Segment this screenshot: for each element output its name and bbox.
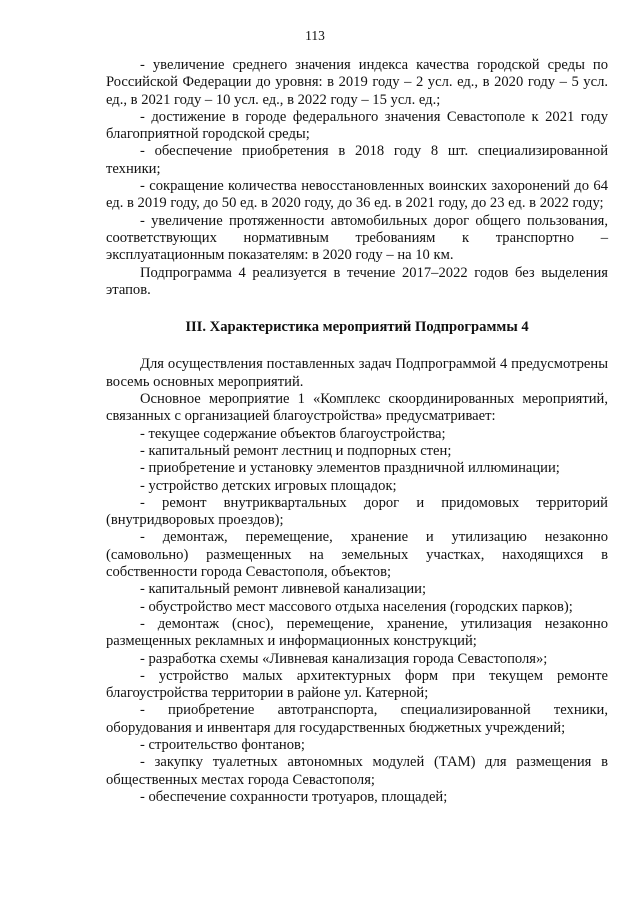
list-item: - устройство малых архитектурных форм при текущем ремонте благоустройства территории в районе ул. Катерной; <box>106 667 608 702</box>
paragraph: - увеличение среднего значения индекса качества городской среды по Российской Федерации до уровня: в 2019 году – 2 усл. ед., в 2020 году – 5 усл. ед., в 2021 году – 10 усл. ед., в 2022 году – 15 усл. ед.; <box>106 57 608 108</box>
list-item: - капитальный ремонт ливневой канализации; <box>140 581 426 598</box>
list-item: - устройство детских игровых площадок; <box>140 477 397 494</box>
document-body <box>106 57 608 806</box>
list-item: - демонтаж, перемещение, хранение и утилизацию незаконно (самовольно) размещенных на земельных участках, находящихся в собственности города Севастополя, объектов; <box>106 529 608 581</box>
list-item: - капитальный ремонт лестниц и подпорных стен; <box>140 442 452 459</box>
paragraph-group-bottom <box>106 356 608 806</box>
list-item: - обеспечение сохранности тротуаров, площадей; <box>140 788 448 805</box>
list-item: - демонтаж (снос), перемещение, хранение, утилизация незаконно размещенных рекламных и информационных конструкций; <box>106 615 608 650</box>
paragraph: - обеспечение приобретения в 2018 году 8 шт. специализированной техники; <box>106 143 608 177</box>
list-item: - закупку туалетных автономных модулей (ТАМ) для размещения в общественных местах города Севастополя; <box>106 754 608 788</box>
list-item: - ремонт внутриквартальных дорог и придомовых территорий (внутридворовых проездов); <box>106 494 608 529</box>
page-number: 113 <box>305 28 325 43</box>
list-item: - приобретение и установку элементов праздничной иллюминации; <box>140 460 560 477</box>
section-heading: III. Характеристика мероприятий Подпрограммы 4 <box>185 319 529 336</box>
paragraph-group-top <box>106 57 608 299</box>
paragraph: - сокращение количества невосстановленных воинских захоронений до 64 ед. в 2019 году, до 50 ед. в 2020 году, до 36 ед. в 2021 году, до 23 ед. в 2022 году; <box>106 178 608 212</box>
paragraph: Для осуществления поставленных задач Подпрограммой 4 предусмотрены восемь основных мероприятий. <box>106 356 608 390</box>
list-item: - приобретение автотранспорта, специализированной техники, оборудования и инвентаря для государственных бюджетных учреждений; <box>106 702 608 736</box>
list-item: - обустройство мест массового отдыха населения (городских парков); <box>140 598 573 615</box>
list-item: - разработка схемы «Ливневая канализация города Севастополя»; <box>140 650 548 667</box>
paragraph: Основное мероприятие 1 «Комплекс скоординированных мероприятий, связанных с организацией благоустройства» предусматривает: <box>106 391 608 425</box>
paragraph: Подпрограмма 4 реализуется в течение 2017–2022 годов без выделения этапов. <box>106 264 608 298</box>
paragraph: - достижение в городе федерального значения Севастополе к 2021 году благоприятной городской среды; <box>106 108 608 143</box>
list-item: - строительство фонтанов; <box>140 736 305 753</box>
paragraph: - увеличение протяженности автомобильных дорог общего пользования, соответствующих нормативным требованиям к транспортно – эксплуатационным показателям: в 2020 году – на 10 км. <box>106 212 608 264</box>
list-item: - текущее содержание объектов благоустройства; <box>140 425 446 442</box>
